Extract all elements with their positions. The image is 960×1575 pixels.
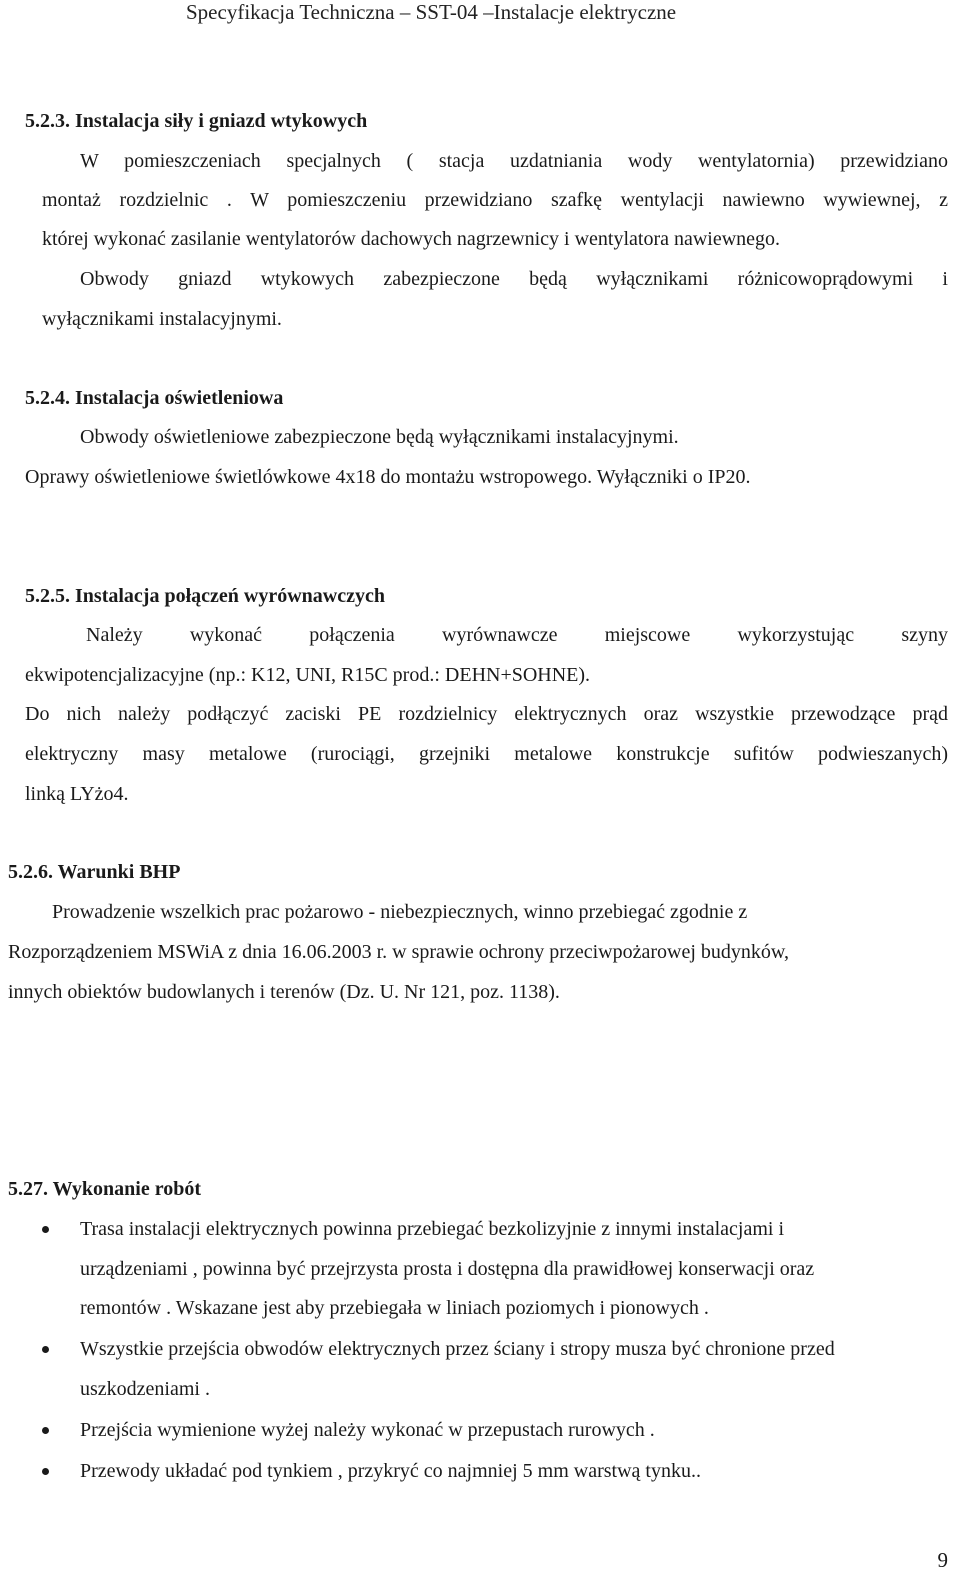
paragraph-line: Należy wykonać połączenia wyrównawcze miejscowe wykorzystując szyny: [86, 624, 948, 646]
paragraph-line: Do nich należy podłączyć zaciski PE rozdzielnicy elektrycznych oraz wszystkie przewodzące prąd: [25, 703, 948, 725]
bullet-icon: [42, 1468, 49, 1475]
paragraph-line: Oprawy oświetleniowe świetlówkowe 4x18 do montażu wstropowego. Wyłączniki o IP20.: [25, 466, 751, 488]
section-heading-5-2-3: 5.2.3. Instalacja siły i gniazd wtykowych: [25, 110, 368, 132]
paragraph-line: której wykonać zasilanie wentylatorów dachowych nagrzewnicy i wentylatora nawiewnego.: [42, 228, 781, 250]
section-heading-5-2-4: 5.2.4. Instalacja oświetleniowa: [25, 387, 284, 409]
paragraph-line: innych obiektów budowlanych i terenów (Dz. U. Nr 121, poz. 1138).: [8, 981, 560, 1003]
paragraph-line: elektryczny masy metalowe (rurociągi, grzejniki metalowe konstrukcje sufitów podwieszanych): [25, 743, 948, 765]
list-item-line: remontów . Wskazane jest aby przebiegała w liniach poziomych i pionowych .: [80, 1297, 709, 1319]
section-heading-5-27: 5.27. Wykonanie robót: [8, 1178, 201, 1200]
section-heading-5-2-5: 5.2.5. Instalacja połączeń wyrównawczych: [25, 585, 385, 607]
bullet-icon: [42, 1427, 49, 1434]
list-item-line: Przejścia wymienione wyżej należy wykonać w przepustach rurowych .: [80, 1419, 655, 1441]
paragraph-line: wyłącznikami instalacyjnymi.: [42, 308, 282, 330]
paragraph-line: montaż rozdzielnic . W pomieszczeniu przewidziano szafkę wentylacji nawiewno wywiewnej, z: [42, 189, 948, 211]
paragraph-line: Obwody gniazd wtykowych zabezpieczone będą wyłącznikami różnicowoprądowymi i: [80, 268, 948, 290]
paragraph-line: Rozporządzeniem MSWiA z dnia 16.06.2003 r. w sprawie ochrony przeciwpożarowej budynków,: [8, 941, 790, 963]
list-item-line: uszkodzeniami .: [80, 1378, 210, 1400]
list-item-line: Trasa instalacji elektrycznych powinna przebiegać bezkolizyjnie z innymi instalacjami i: [80, 1218, 785, 1240]
page-number: 9: [937, 1548, 948, 1572]
list-item-line: urządzeniami , powinna być przejrzysta prosta i dostępna dla prawidłowej konserwacji oraz: [80, 1258, 815, 1280]
section-heading-5-2-6: 5.2.6. Warunki BHP: [8, 861, 181, 883]
list-item-line: Przewody układać pod tynkiem , przykryć co najmniej 5 mm warstwą tynku..: [80, 1460, 701, 1482]
paragraph-line: W pomieszczeniach specjalnych ( stacja uzdatniania wody wentylatornia) przewidziano: [80, 150, 948, 172]
bullet-icon: [42, 1346, 49, 1353]
paragraph-line: linką LYżo4.: [25, 783, 129, 805]
paragraph-line: ekwipotencjalizacyjne (np.: K12, UNI, R15C prod.: DEHN+SOHNE).: [25, 664, 591, 686]
bullet-icon: [42, 1226, 49, 1233]
page-header: Specyfikacja Techniczna – SST-04 –Instalacje elektryczne: [186, 0, 677, 24]
paragraph-line: Prowadzenie wszelkich prac pożarowo - niebezpiecznych, winno przebiegać zgodnie z: [52, 901, 748, 923]
list-item-line: Wszystkie przejścia obwodów elektrycznych przez ściany i stropy musza być chronione przed: [80, 1338, 835, 1360]
paragraph-line: Obwody oświetleniowe zabezpieczone będą wyłącznikami instalacyjnymi.: [80, 426, 679, 448]
